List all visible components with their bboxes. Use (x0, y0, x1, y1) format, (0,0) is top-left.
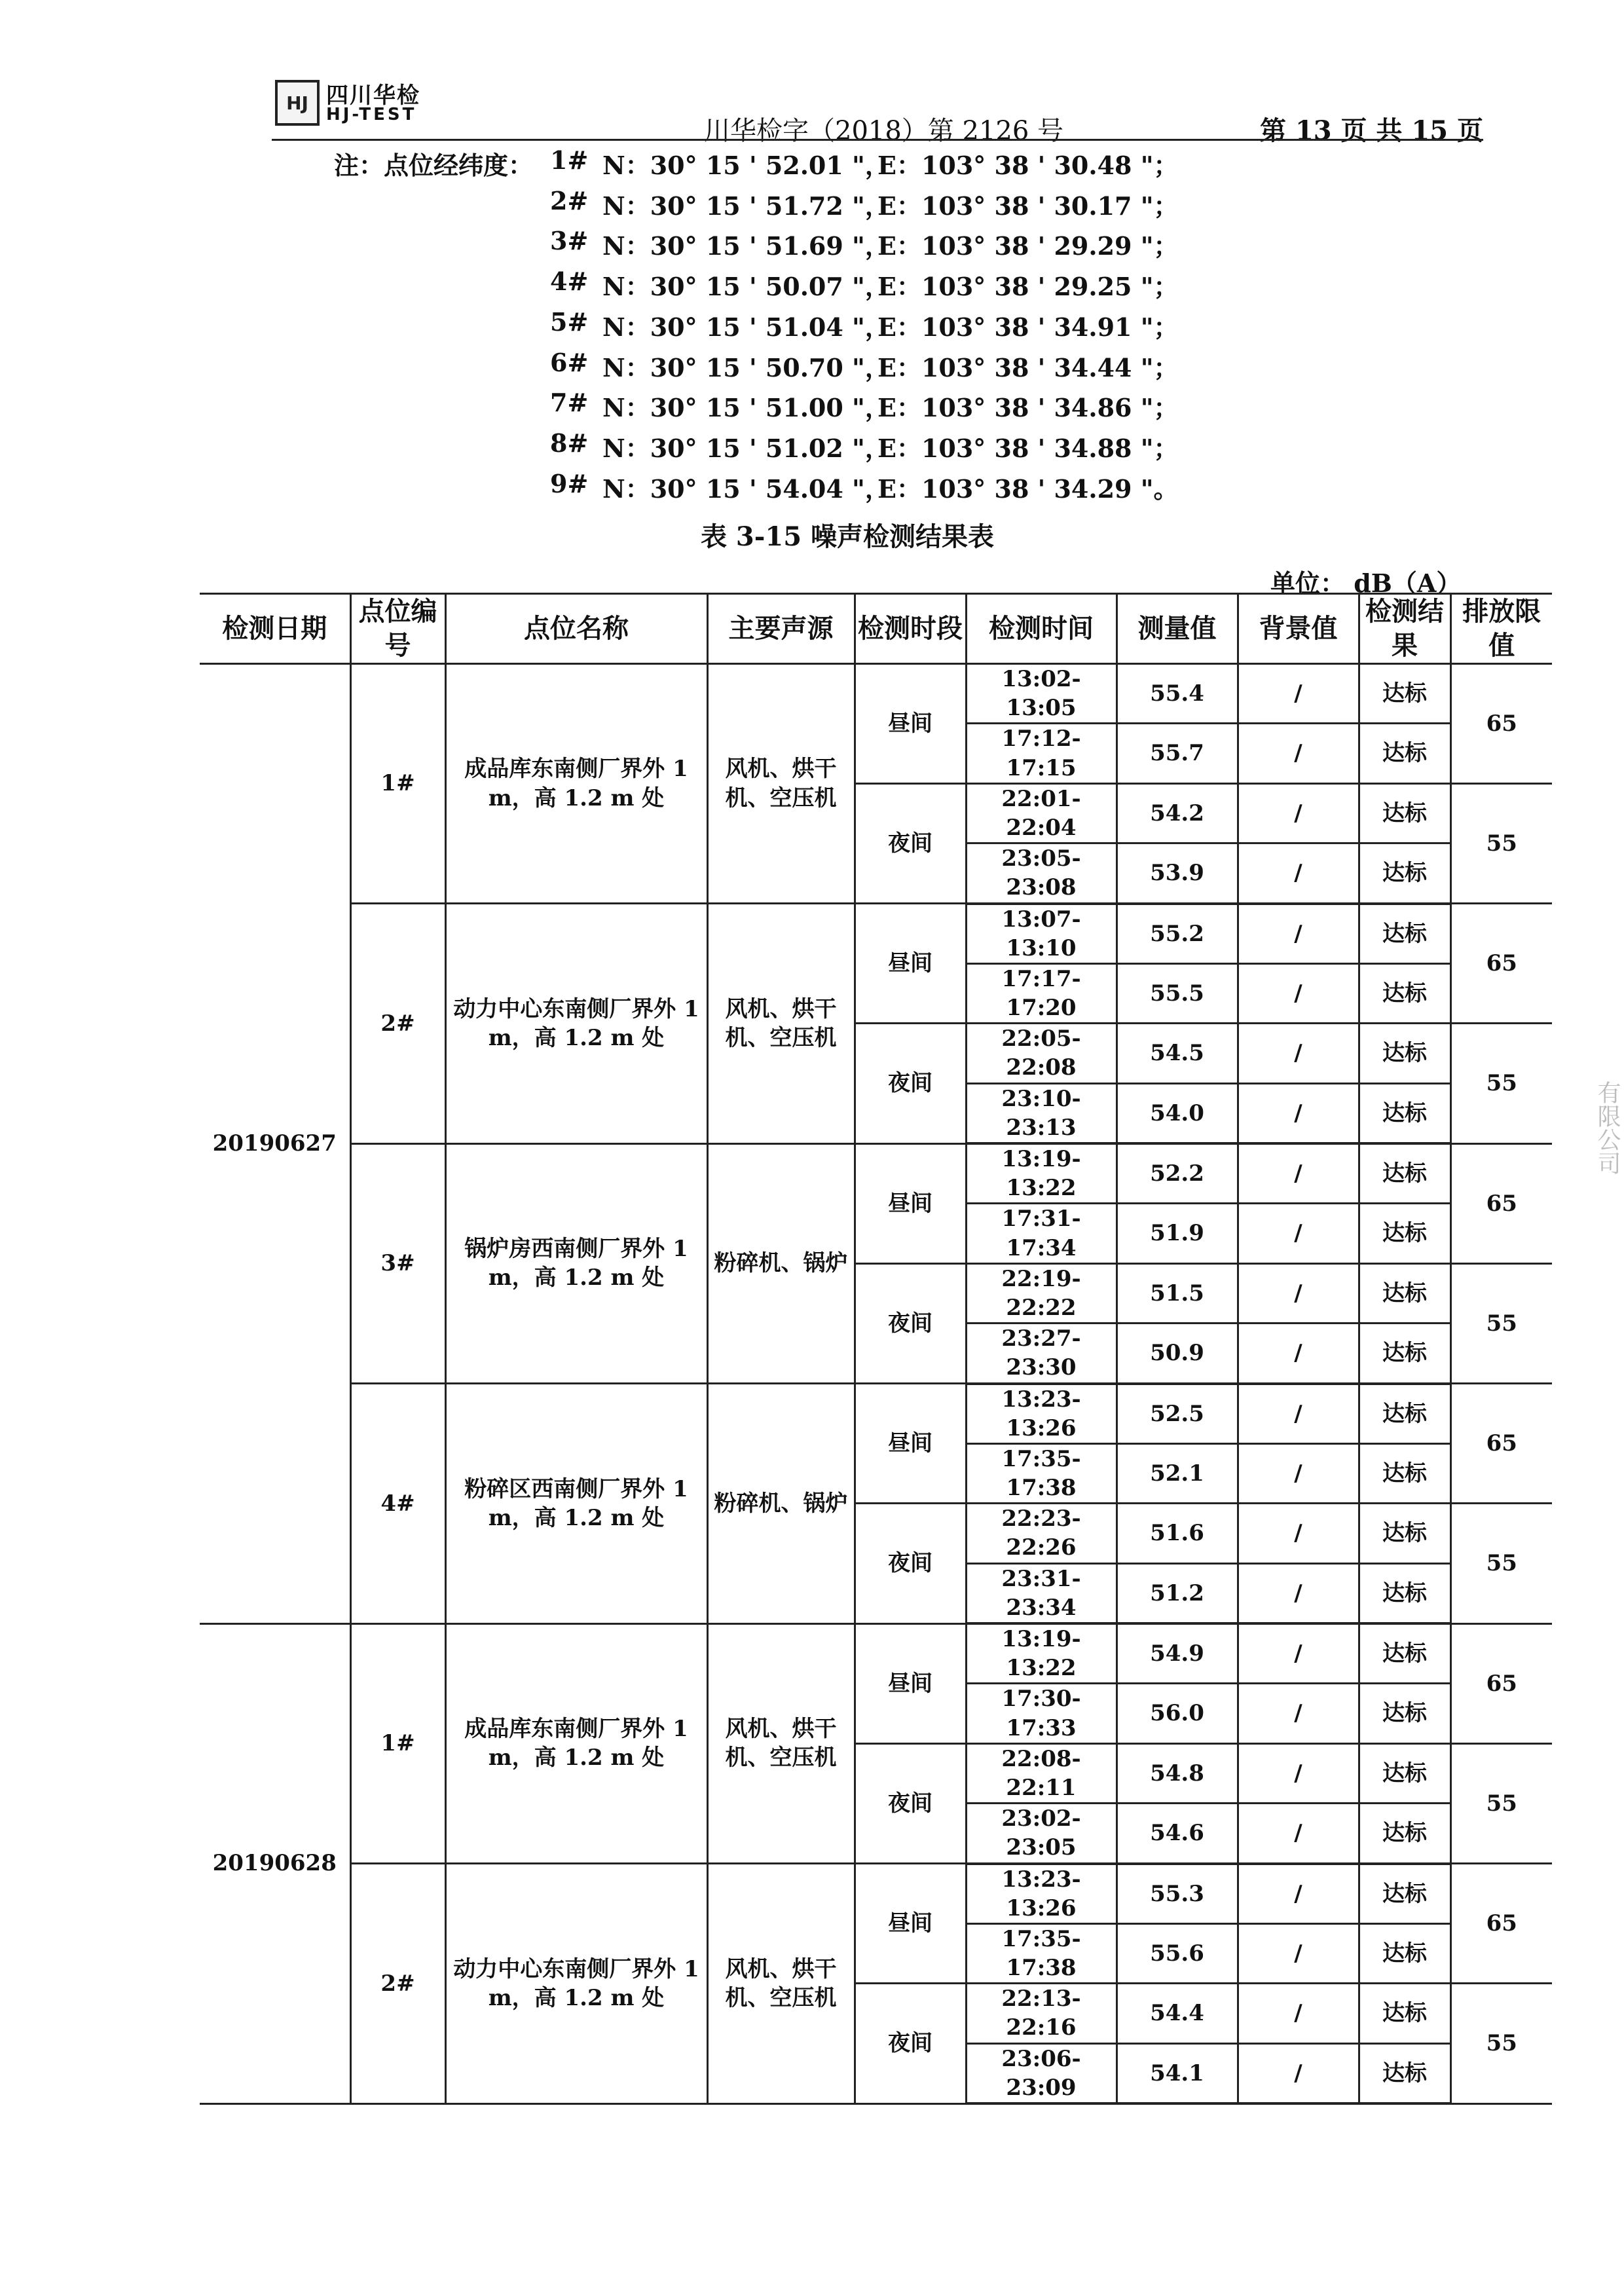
cell-result: 达标 (1359, 783, 1450, 843)
cell-period-day: 昼间 (855, 664, 966, 784)
cell-measured: 54.9 (1116, 1623, 1238, 1684)
cell-measured: 52.5 (1116, 1384, 1238, 1444)
cell-point-name: 动力中心东南侧厂界外 1 m，高 1.2 m 处 (445, 1864, 707, 2104)
cell-background: / (1238, 1384, 1359, 1444)
cell-measured: 56.0 (1116, 1684, 1238, 1743)
cell-limit-night: 55 (1450, 783, 1552, 903)
page-number: 第 13 页 共 15 页 (1260, 115, 1483, 146)
cell-background: / (1238, 1923, 1359, 1983)
cell-limit-day: 65 (1450, 1864, 1552, 1984)
header-divider (272, 139, 1483, 141)
side-stamp: 有限公司 (1594, 1081, 1621, 1175)
cell-time: 13:07-13:10 (966, 904, 1116, 964)
cell-result: 达标 (1359, 1984, 1450, 2043)
cell-period-night: 夜间 (855, 1504, 966, 1623)
cell-background: / (1238, 1984, 1359, 2043)
col-header-result: 检测结果 (1359, 594, 1450, 664)
col-header-background: 背景值 (1238, 594, 1359, 664)
company-name-en: HJ-TEST (326, 105, 417, 124)
cell-time: 17:31-17:34 (966, 1204, 1116, 1263)
coord-longitude: E：103° 38 ' 34.44 "； (877, 352, 1179, 382)
cell-result: 达标 (1359, 724, 1450, 783)
cell-time: 13:02-13:05 (966, 664, 1116, 724)
coord-latitude: N：30° 15 ' 51.72 "， (602, 191, 890, 221)
cell-time: 22:08-22:11 (966, 1743, 1116, 1803)
cell-date: 20190627 (200, 664, 350, 1624)
cell-limit-night: 55 (1450, 1504, 1552, 1623)
cell-result: 达标 (1359, 1563, 1450, 1623)
col-header-period: 检测时段 (855, 594, 966, 664)
cell-background: / (1238, 724, 1359, 783)
coord-latitude: N：30° 15 ' 51.02 "， (602, 433, 890, 463)
coord-latitude: N：30° 15 ' 52.01 "， (602, 151, 890, 180)
col-header-point-name: 点位名称 (445, 594, 707, 664)
cell-measured: 55.4 (1116, 664, 1238, 724)
coord-latitude: N：30° 15 ' 50.70 "， (602, 352, 890, 382)
cell-measured: 51.2 (1116, 1563, 1238, 1623)
cell-limit-day: 65 (1450, 1384, 1552, 1504)
cell-limit-day: 65 (1450, 664, 1552, 784)
cell-result: 达标 (1359, 1804, 1450, 1864)
cell-time: 22:01-22:04 (966, 783, 1116, 843)
cell-time: 23:06-23:09 (966, 2043, 1116, 2103)
table-title: 表 3-15 噪声检测结果表 (701, 521, 994, 552)
cell-measured: 55.5 (1116, 963, 1238, 1023)
cell-point-name: 粉碎区西南侧厂界外 1 m，高 1.2 m 处 (445, 1384, 707, 1624)
coord-longitude: E：103° 38 ' 34.86 "； (877, 393, 1179, 423)
document-number: 川华检字（2018）第 2126 号 (704, 116, 1064, 146)
cell-time: 17:17-17:20 (966, 963, 1116, 1023)
cell-measured: 55.2 (1116, 904, 1238, 964)
col-header-point-no: 点位编号 (350, 594, 445, 664)
cell-time: 23:27-23:30 (966, 1324, 1116, 1384)
cell-source: 风机、烘干机、空压机 (707, 664, 855, 904)
cell-background: / (1238, 963, 1359, 1023)
cell-period-night: 夜间 (855, 1263, 966, 1383)
cell-background: / (1238, 1563, 1359, 1623)
cell-time: 17:35-17:38 (966, 1443, 1116, 1503)
cell-time: 13:23-13:26 (966, 1864, 1116, 1924)
cell-source: 风机、烘干机、空压机 (707, 1864, 855, 2104)
cell-period-night: 夜间 (855, 1024, 966, 1143)
cell-source: 风机、烘干机、空压机 (707, 904, 855, 1144)
cell-point-no: 4# (350, 1384, 445, 1624)
table-row (200, 664, 1552, 724)
cell-result: 达标 (1359, 1324, 1450, 1384)
cell-period-day: 昼间 (855, 1143, 966, 1263)
cell-limit-day: 65 (1450, 1143, 1552, 1263)
table-unit: 单位： dB（A） (1270, 568, 1462, 598)
cell-measured: 54.6 (1116, 1804, 1238, 1864)
coord-longitude: E：103° 38 ' 29.29 "； (877, 231, 1179, 261)
cell-result: 达标 (1359, 1864, 1450, 1924)
cell-measured: 54.0 (1116, 1083, 1238, 1143)
cell-result: 达标 (1359, 904, 1450, 964)
cell-background: / (1238, 2043, 1359, 2103)
cell-time: 13:19-13:22 (966, 1143, 1116, 1204)
cell-measured: 54.4 (1116, 1984, 1238, 2043)
cell-measured: 51.5 (1116, 1263, 1238, 1323)
cell-point-no: 1# (350, 1623, 445, 1864)
company-name-cn: 四川华检 (326, 83, 420, 109)
cell-measured: 54.1 (1116, 2043, 1238, 2103)
cell-result: 达标 (1359, 843, 1450, 904)
coord-point-id: 5# (550, 306, 589, 337)
coord-point-id: 2# (550, 185, 589, 215)
table-header-row (200, 594, 1552, 664)
cell-background: / (1238, 1864, 1359, 1924)
cell-background: / (1238, 843, 1359, 904)
cell-result: 达标 (1359, 1743, 1450, 1803)
cell-time: 13:19-13:22 (966, 1623, 1116, 1684)
cell-time: 17:35-17:38 (966, 1923, 1116, 1983)
cell-background: / (1238, 1324, 1359, 1384)
cell-background: / (1238, 1083, 1359, 1143)
coord-latitude: N：30° 15 ' 51.69 "， (602, 231, 890, 261)
table-row (200, 1143, 1552, 1204)
coord-latitude: N：30° 15 ' 50.07 "， (602, 272, 890, 302)
cell-result: 达标 (1359, 1263, 1450, 1323)
cell-limit-night: 55 (1450, 1024, 1552, 1143)
cell-background: / (1238, 1263, 1359, 1323)
cell-time: 17:30-17:33 (966, 1684, 1116, 1743)
cell-result: 达标 (1359, 1384, 1450, 1444)
cell-limit-night: 55 (1450, 1263, 1552, 1383)
noise-results-table (200, 593, 1552, 2105)
cell-background: / (1238, 1743, 1359, 1803)
col-header-source: 主要声源 (707, 594, 855, 664)
cell-source: 粉碎机、锅炉 (707, 1384, 855, 1624)
cell-period-night: 夜间 (855, 1743, 966, 1863)
table-row (200, 1864, 1552, 1924)
cell-date: 20190628 (200, 1623, 350, 2103)
cell-point-no: 1# (350, 664, 445, 904)
coord-latitude: N：30° 15 ' 51.00 "， (602, 393, 890, 423)
col-header-time: 检测时间 (966, 594, 1116, 664)
cell-point-name: 动力中心东南侧厂界外 1 m，高 1.2 m 处 (445, 904, 707, 1144)
cell-background: / (1238, 1623, 1359, 1684)
cell-limit-night: 55 (1450, 1743, 1552, 1863)
cell-result: 达标 (1359, 1923, 1450, 1983)
coord-longitude: E：103° 38 ' 34.91 "； (877, 312, 1179, 342)
cell-limit-night: 55 (1450, 1984, 1552, 2103)
coord-longitude: E：103° 38 ' 34.29 "。 (877, 473, 1179, 504)
coord-point-id: 9# (550, 468, 589, 498)
coord-point-id: 3# (550, 226, 589, 256)
cell-background: / (1238, 1204, 1359, 1263)
coord-longitude: E：103° 38 ' 30.48 "； (877, 151, 1179, 180)
cell-background: / (1238, 1504, 1359, 1563)
cell-background: / (1238, 1143, 1359, 1204)
cell-result: 达标 (1359, 1443, 1450, 1503)
table-row (200, 904, 1552, 964)
cell-measured: 55.7 (1116, 724, 1238, 783)
cell-time: 23:10-23:13 (966, 1083, 1116, 1143)
cell-background: / (1238, 783, 1359, 843)
company-logo-icon: HJ (275, 80, 320, 126)
coord-point-id: 4# (550, 267, 589, 297)
cell-result: 达标 (1359, 2043, 1450, 2103)
cell-time: 22:05-22:08 (966, 1024, 1116, 1083)
note-prefix: 注：点位经纬度： (334, 151, 534, 180)
cell-result: 达标 (1359, 963, 1450, 1023)
cell-time: 17:12-17:15 (966, 724, 1116, 783)
cell-time: 13:23-13:26 (966, 1384, 1116, 1444)
table-row (200, 1623, 1552, 1684)
coord-point-id: 8# (550, 428, 589, 458)
cell-measured: 53.9 (1116, 843, 1238, 904)
cell-period-night: 夜间 (855, 1984, 966, 2103)
cell-result: 达标 (1359, 1684, 1450, 1743)
cell-measured: 54.8 (1116, 1743, 1238, 1803)
cell-period-day: 昼间 (855, 1384, 966, 1504)
cell-time: 22:23-22:26 (966, 1504, 1116, 1563)
cell-background: / (1238, 1024, 1359, 1083)
coord-point-id: 1# (550, 145, 589, 175)
cell-period-night: 夜间 (855, 783, 966, 903)
cell-period-day: 昼间 (855, 904, 966, 1024)
cell-point-name: 成品库东南侧厂界外 1 m，高 1.2 m 处 (445, 1623, 707, 1864)
cell-period-day: 昼间 (855, 1864, 966, 1984)
cell-limit-day: 65 (1450, 904, 1552, 1024)
cell-result: 达标 (1359, 1623, 1450, 1684)
cell-result: 达标 (1359, 1143, 1450, 1204)
cell-result: 达标 (1359, 1083, 1450, 1143)
cell-result: 达标 (1359, 664, 1450, 724)
cell-point-no: 3# (350, 1143, 445, 1384)
col-header-measured: 测量值 (1116, 594, 1238, 664)
cell-point-name: 锅炉房西南侧厂界外 1 m，高 1.2 m 处 (445, 1143, 707, 1384)
cell-time: 22:19-22:22 (966, 1263, 1116, 1323)
cell-limit-day: 65 (1450, 1623, 1552, 1743)
cell-background: / (1238, 1804, 1359, 1864)
cell-background: / (1238, 904, 1359, 964)
cell-period-day: 昼间 (855, 1623, 966, 1743)
cell-time: 22:13-22:16 (966, 1984, 1116, 2043)
cell-source: 粉碎机、锅炉 (707, 1143, 855, 1384)
cell-measured: 51.9 (1116, 1204, 1238, 1263)
coord-longitude: E：103° 38 ' 34.88 "； (877, 433, 1179, 463)
cell-time: 23:02-23:05 (966, 1804, 1116, 1864)
cell-result: 达标 (1359, 1504, 1450, 1563)
cell-background: / (1238, 1684, 1359, 1743)
coord-latitude: N：30° 15 ' 54.04 "， (602, 473, 890, 504)
cell-measured: 55.3 (1116, 1864, 1238, 1924)
coord-longitude: E：103° 38 ' 30.17 "； (877, 191, 1179, 221)
cell-measured: 55.6 (1116, 1923, 1238, 1983)
cell-point-no: 2# (350, 904, 445, 1144)
coord-point-id: 7# (550, 388, 589, 418)
cell-time: 23:31-23:34 (966, 1563, 1116, 1623)
cell-background: / (1238, 1443, 1359, 1503)
col-header-limit: 排放限值 (1450, 594, 1552, 664)
cell-measured: 50.9 (1116, 1324, 1238, 1384)
cell-measured: 54.2 (1116, 783, 1238, 843)
cell-time: 23:05-23:08 (966, 843, 1116, 904)
cell-point-no: 2# (350, 1864, 445, 2104)
table-row (200, 1384, 1552, 1444)
cell-point-name: 成品库东南侧厂界外 1 m，高 1.2 m 处 (445, 664, 707, 904)
cell-background: / (1238, 664, 1359, 724)
coord-longitude: E：103° 38 ' 29.25 "； (877, 272, 1179, 302)
cell-measured: 52.1 (1116, 1443, 1238, 1503)
coord-point-id: 6# (550, 347, 589, 377)
col-header-date: 检测日期 (200, 594, 350, 664)
cell-result: 达标 (1359, 1204, 1450, 1263)
coord-latitude: N：30° 15 ' 51.04 "， (602, 312, 890, 342)
cell-measured: 54.5 (1116, 1024, 1238, 1083)
cell-result: 达标 (1359, 1024, 1450, 1083)
cell-measured: 52.2 (1116, 1143, 1238, 1204)
cell-measured: 51.6 (1116, 1504, 1238, 1563)
cell-source: 风机、烘干机、空压机 (707, 1623, 855, 1864)
